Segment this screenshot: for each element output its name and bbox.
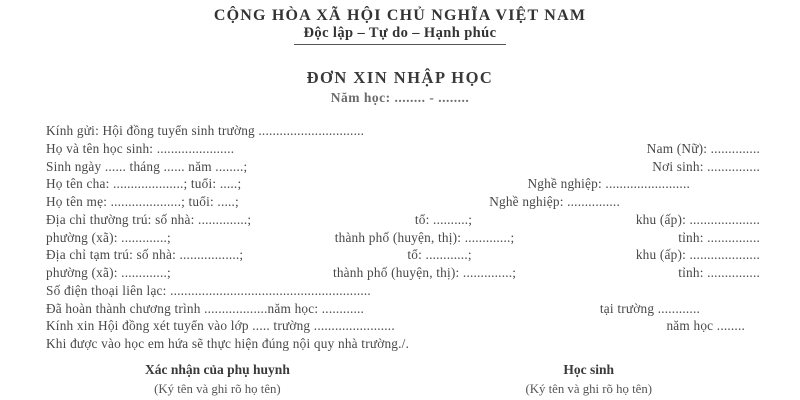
field-thuong-tru-khu-ap: khu (ấp): .................... xyxy=(635,211,760,227)
field-nghe-nghiep-me: Nghề nghiệp: ............... xyxy=(489,194,620,209)
form-line xyxy=(46,211,760,229)
form-line xyxy=(46,300,760,318)
signature-student xyxy=(525,362,652,397)
field-ho-ten-cha: Họ tên cha: ....................; tuổi: .....; xyxy=(46,176,242,192)
field-thuong-tru-thanh-pho: thành phố (huyện, thị): .............; xyxy=(334,229,515,245)
field-ho-ten-hoc-sinh: Họ và tên học sinh: ...................... xyxy=(46,140,235,156)
field-ho-ten-me: Họ tên mẹ: ....................; tuổi: .....; xyxy=(46,194,239,209)
field-tam-tru-tinh: tỉnh: ............... xyxy=(678,265,760,280)
field-so-dien-thoai: Số điện thoại liên lạc: ......................................................... xyxy=(46,282,371,298)
field-tam-tru-phuong-xa: phường (xã): .............; xyxy=(46,265,171,280)
field-thuong-tru-to: tổ: ..........; xyxy=(414,211,473,227)
form-line xyxy=(46,158,760,176)
field-thuong-tru-tinh: tỉnh: ............... xyxy=(678,229,760,245)
form-line xyxy=(46,229,760,247)
national-header xyxy=(0,0,800,45)
field-tai-truong: tại trường ............ xyxy=(599,300,700,316)
field-thuong-tru-so-nha: Địa chỉ thường trú: số nhà: ..............; xyxy=(46,211,252,227)
field-noi-sinh: Nơi sinh: ............... xyxy=(652,158,760,174)
field-nam-hoc: năm học ........ xyxy=(666,318,745,334)
motto-underline xyxy=(294,44,506,45)
form-line xyxy=(46,246,760,264)
document-title: ĐƠN XIN NHẬP HỌC xyxy=(306,68,494,87)
field-thuong-tru-phuong-xa: phường (xã): .............; xyxy=(46,229,171,245)
field-kinh-xin-xet-tuyen: Kính xin Hội đồng xét tuyển vào lớp ..... trường ....................... xyxy=(46,318,395,334)
form-line xyxy=(46,335,760,353)
signature-parent xyxy=(145,362,290,397)
field-tam-tru-thanh-pho: thành phố (huyện, thị): ..............; xyxy=(332,265,517,280)
national-motto-line2: Độc lập – Tự do – Hạnh phúc xyxy=(303,25,497,41)
field-sinh-ngay: Sinh ngày ...... tháng ...... năm ........; xyxy=(46,158,248,174)
signature-section xyxy=(0,362,800,397)
form-line xyxy=(46,317,760,335)
signature-student-subtitle: (Ký tên và ghi rõ họ tên) xyxy=(525,381,652,396)
signature-student-title: Học sinh xyxy=(563,361,615,377)
field-loi-hua: Khi được vào học em hứa sẽ thực hiện đúng nội quy nhà trường./. xyxy=(46,336,410,351)
field-tam-tru-to: tổ: ............; xyxy=(407,247,472,263)
form-line xyxy=(46,175,760,193)
school-year-line: Năm học: ........ - ........ xyxy=(330,90,470,105)
form-line xyxy=(46,140,760,158)
signature-parent-title: Xác nhận của phụ huynh xyxy=(145,361,290,377)
form-line xyxy=(46,264,760,282)
field-nghe-nghiep-cha: Nghề nghiệp: ........................ xyxy=(527,176,690,192)
form-line xyxy=(46,193,760,211)
field-tam-tru-so-nha: Địa chỉ tạm trú: số nhà: .................; xyxy=(46,247,244,263)
form-line xyxy=(46,122,760,140)
signature-parent-subtitle: (Ký tên và ghi rõ họ tên) xyxy=(154,381,281,396)
field-da-hoan-thanh: Đã hoàn thành chương trình ..................năm học: ............ xyxy=(46,300,365,316)
field-nam-nu: Nam (Nữ): .............. xyxy=(646,140,760,156)
form-line xyxy=(46,282,760,300)
field-kinh-gui: Kính gửi: Hội đồng tuyển sinh trường .............................. xyxy=(46,123,365,138)
field-tam-tru-khu-ap: khu (ấp): .................... xyxy=(635,247,760,263)
national-motto-line1: CỘNG HÒA XÃ HỘI CHỦ NGHĨA VIỆT NAM xyxy=(213,7,587,24)
form-body xyxy=(0,122,800,353)
